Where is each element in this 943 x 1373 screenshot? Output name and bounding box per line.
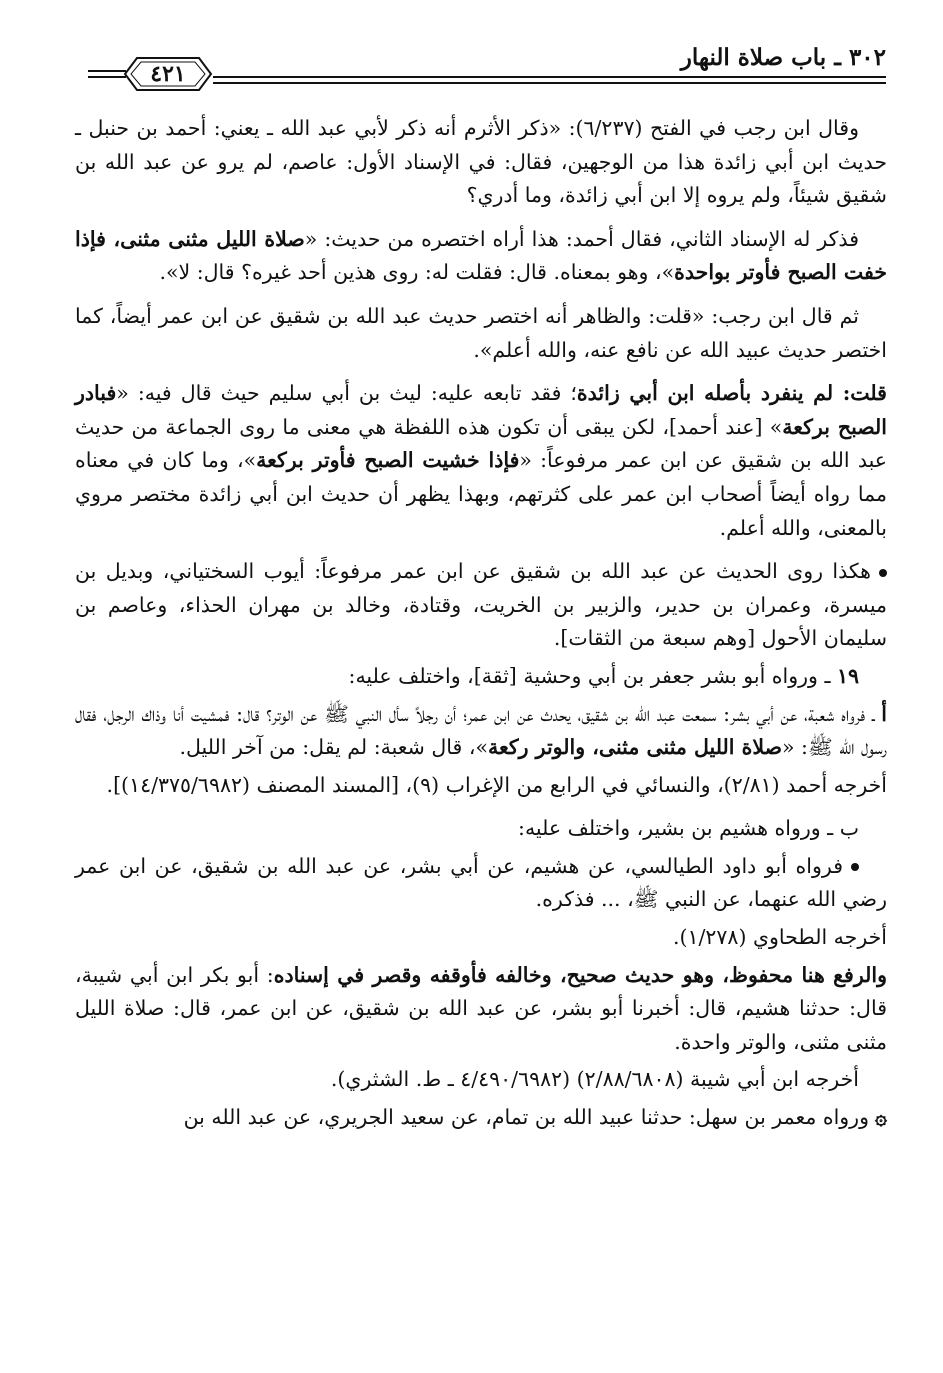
paragraph-second-isnad: فذكر له الإسناد الثاني، فقال أحمد: هذا أراه اختصره من حديث: «صلاة الليل مثنى مثنى، فإذا خفت الصبح فأوتر بواحدة»، وهو بمعناه. قال: فقلت له: روى هذين أحد غيره؟ قال: لا». bbox=[75, 226, 887, 285]
hadith-text-bold: صلاة الليل مثنى مثنى، والوتر ركعة bbox=[487, 735, 782, 760]
paragraph-item-b: ب ـ ورواه هشيم بن بشير، واختلف عليه: bbox=[518, 816, 859, 841]
bullet-icon bbox=[879, 569, 887, 577]
paragraph-takhrij-ibn-abi-shayba: أخرجه ابن أبي شيبة (٢/٨٨/٦٨٠٨) (٤/٤٩٠/٦٩٨٢ ـ ط. الشثري). bbox=[330, 1067, 859, 1092]
paragraph-ibn-rajab-comment: ثم قال ابن رجب: «قلت: والظاهر أنه اختصر حديث عبد الله بن شقيق عن ابن عمر أيضاً، كما اختصر حديث عبيد الله عن نافع عنه، والله أعلم». bbox=[75, 303, 887, 362]
header-rule-bottom bbox=[213, 82, 886, 84]
ruling-bold: والرفع هنا محفوظ، وهو حديث صحيح، وخالفه فأوقفه وقصر في إسناده bbox=[273, 962, 887, 987]
item-number: ١٩ bbox=[836, 663, 859, 688]
paragraph-tayalisi: فرواه أبو داود الطيالسي، عن هشيم، عن أبي بشر، عن عبد الله بن شقيق، عن ابن عمر رضي الله عنهما، عن النبي ﷺ، ... فذكره. bbox=[75, 853, 887, 912]
author-note-heading: قلت: لم ينفرد بأصله ابن أبي زائدة bbox=[576, 381, 887, 406]
hadith-text-bold: فبادر الصبح بركعة bbox=[75, 381, 887, 439]
header-rule-left-bottom bbox=[88, 76, 126, 78]
page-number-badge bbox=[123, 56, 213, 92]
paragraph-takhrij-tahawi: أخرجه الطحاوي (١/٢٧٨). bbox=[672, 925, 887, 950]
paragraph-narrators-list: هكذا روى الحديث عن عبد الله بن شقيق عن ابن عمر مرفوعاً: أيوب السختياني، وبديل بن ميسرة، وعمران بن حدير، والزبير بن الخريت، وقتادة، وخالد بن مهران الحذاء، وعاصم بن سليمان الأحول [وهم سبعة من الثقات]. bbox=[75, 559, 887, 651]
paragraph-marfu-note: والرفع هنا محفوظ، وهو حديث صحيح، وخالفه فأوقفه وقصر في إسناده: أبو بكر ابن أبي شيبة، قال: حدثنا هشيم، قال: أخبرنا أبو بشر، عن عبد الله بن شقيق، عن ابن عمر، قال: صلاة الليل مثنى مثنى، والوتر واحدة. bbox=[75, 962, 887, 1054]
item-letter: أ bbox=[881, 701, 887, 726]
header-rule-left-top bbox=[88, 70, 126, 72]
paragraph-item-a: أ ـ فرواه شعبة، عن أبي بشر: سمعت عبد الله بن شقيق، يحدث عن ابن عمر؛ أن رجلاً سأل النبي ﷺ عن الوتر؟ قال: فمشيت أنا وذاك الرجل، فقال رسول الله ﷺ: «صلاة الليل مثنى مثنى، والوتر ركعة»، قال شعبة: لم يقل: من آخر الليل. bbox=[75, 701, 887, 760]
page-number: ٤٢١ bbox=[150, 61, 186, 87]
hadith-text-bold: صلاة الليل مثنى مثنى، فإذا خفت الصبح فأوتر بواحدة bbox=[75, 226, 887, 285]
bullet-icon bbox=[851, 863, 859, 871]
page-body bbox=[75, 112, 887, 1139]
paragraph-author-note: قلت: لم ينفرد بأصله ابن أبي زائدة؛ فقد تابعه عليه: ليث بن أبي سليم حيث قال فيه: «فبادر الصبح بركعة» [عند أحمد]، لكن يبقى أن تكون هذه اللفظة هي معنى ما روى الجماعة من حديث عبد الله بن شقيق عن ابن عمر مرفوعاً: «فإذا خشيت الصبح فأوتر بركعة»، وما كان في معناه مما رواه أيضاً أصحاب ابن عمر على كثرتهم، وبهذا يظهر أن حديث ابن أبي زائدة مختصر مروي بالمعنى، والله أعلم. bbox=[75, 381, 887, 540]
paragraph-ibn-rajab-quote: وقال ابن رجب في الفتح (٦/٢٣٧): «ذكر الأثرم أنه ذكر لأبي عبد الله ـ يعني: أحمد بن حنبل ـ حديث ابن أبي زائدة هذا من الوجهين، فقال: في الإسناد الأول: عاصم، لم يرو عن عبد الله بن شقيق شيئاً، ولم يروه إلا ابن أبي زائدة، وما أدري؟ bbox=[75, 116, 887, 208]
paragraph-takhrij-ahmad: أخرجه أحمد (٢/٨١)، والنسائي في الرابع من الإغراب (٩)، [المسند المصنف (١٤/٣٧٥/٦٩٨٢)]. bbox=[106, 772, 887, 797]
paragraph-mamar: ۞ورواه معمر بن سهل: حدثنا عبيد الله بن تمام، عن سعيد الجريري، عن عبد الله بن bbox=[183, 1105, 887, 1130]
hadith-text-bold: فإذا خشيت الصبح فأوتر بركعة bbox=[256, 448, 520, 473]
circle-c-icon: ۞ bbox=[874, 1105, 887, 1130]
page-header bbox=[78, 40, 886, 110]
chapter-title: ٣٠٢ ـ باب صلاة النهار bbox=[680, 44, 886, 71]
paragraph-item-19: ١٩ ـ ورواه أبو بشر جعفر بن أبي وحشية [ثقة]، واختلف عليه: bbox=[348, 663, 859, 688]
header-rule-top bbox=[213, 76, 886, 78]
